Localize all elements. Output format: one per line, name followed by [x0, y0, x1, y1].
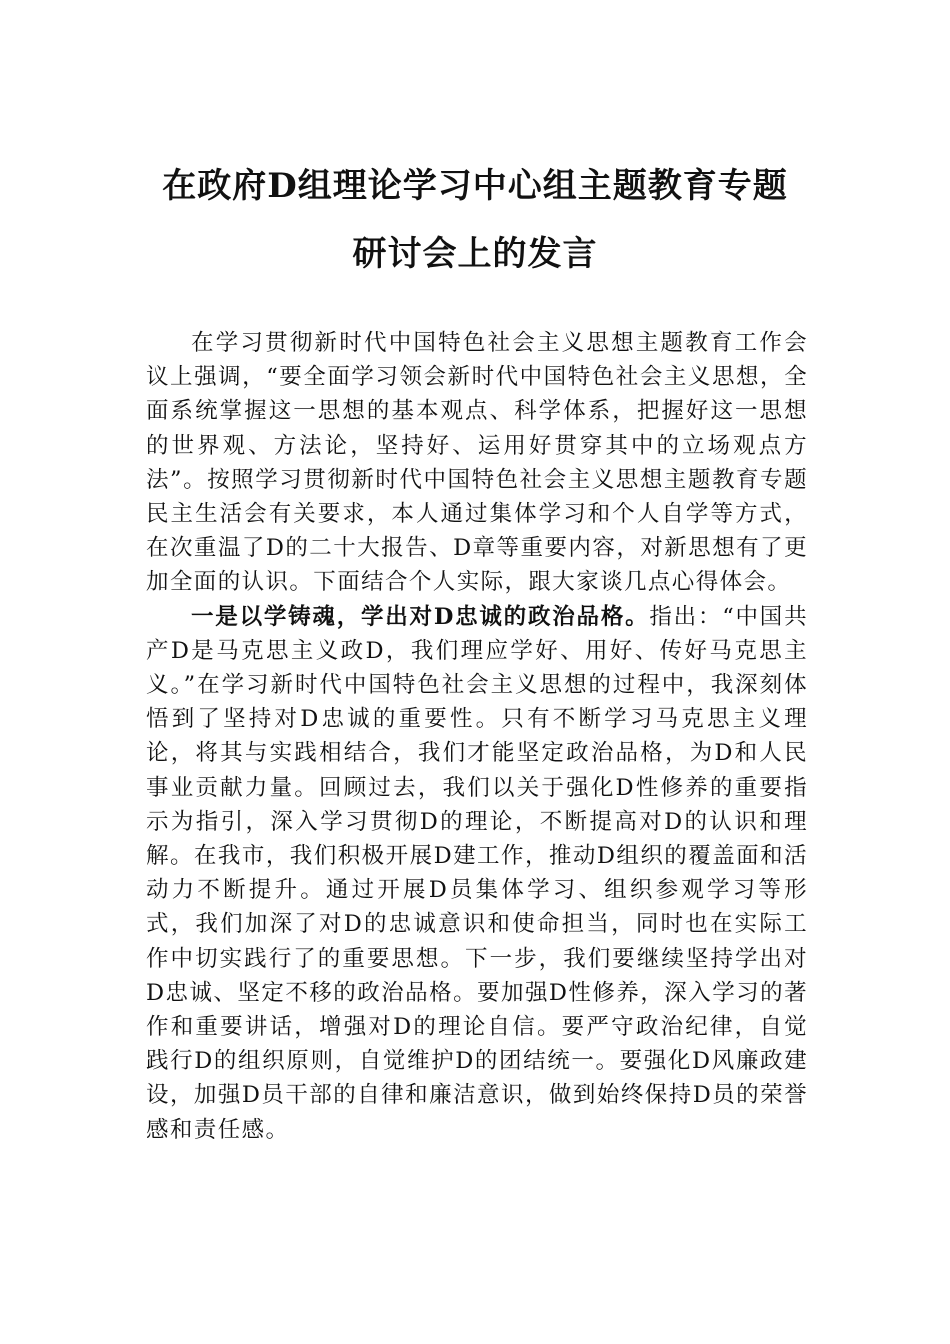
- paragraph-point-one: [146, 600, 808, 1147]
- document-title-line-1: 在政府D组理论学习中心组主题教育专题: [162, 166, 788, 206]
- document-title-line-2: 研讨会上的发言: [352, 234, 598, 274]
- paragraph-point-one-body: 指出：“中国共产D是马克思主义政D，我们理应学好、用好、传好马克思主义。”在学习新时代中国特色社会主义思想的过程中，我深刻体悟到了坚持对D忠诚的重要性。只有不断学习马克思主义理论，将其与实践相结合，我们才能坚定政治品格，为D和人民事业贡献力量。回顾过去，我们以关于强化D性修养的重要指示为指引，深入学习贯彻D的理论，不断提高对D的认识和理解。在我市，我们积极开展D建工作，推动D组织的覆盖面和活动力不断提升。通过开展D员集体学习、组织参观学习等形式，我们加深了对D的忠诚意识和使命担当，同时也在实际工作中切实践行了的重要思想。下一步，我们要继续坚持学出对D忠诚、坚定不移的政治品格。要加强D性修养，深入学习的著作和重要讲话，增强对D的理论自信。要严守政治纪律，自觉践行D的组织原则，自觉维护D的团结统一。要强化D风廉政建设，加强D员干部的自律和廉洁意识，做到始终保持D员的荣誉感和责任感。: [146, 603, 808, 1143]
- paragraph-point-one-heading: 一是以学铸魂，学出对D忠诚的政治品格。: [191, 603, 650, 630]
- document-body: [146, 326, 808, 1147]
- paragraph-intro: 在学习贯彻新时代中国特色社会主义思想主题教育工作会议上强调，“要全面学习领会新时代中国特色社会主义思想，全面系统掌握这一思想的基本观点、科学体系，把握好这一思想的世界观、方法论，坚持好、运用好贯穿其中的立场观点方法”。按照学习贯彻新时代中国特色社会主义思想主题教育专题民主生活会有关要求，本人通过集体学习和个人自学等方式，在次重温了D的二十大报告、D章等重要内容，对新思想有了更加全面的认识。下面结合个人实际，跟大家谈几点心得体会。: [146, 330, 808, 596]
